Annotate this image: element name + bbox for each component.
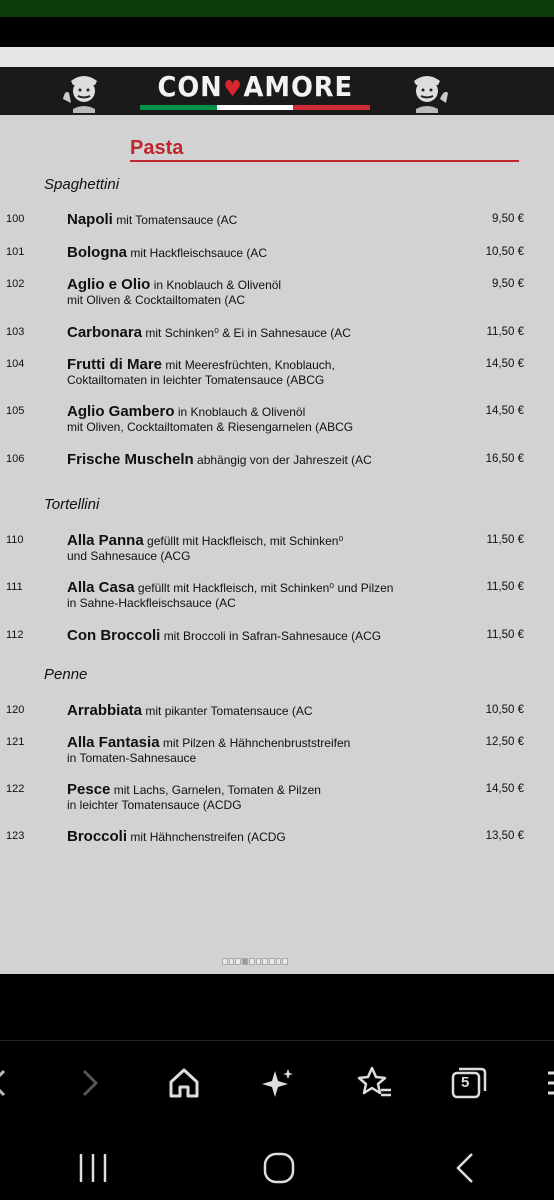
- page-indicator-dot[interactable]: [222, 958, 228, 965]
- item-number: 106: [6, 453, 25, 465]
- item-description: mit Tomatensauce (AC: [116, 213, 238, 227]
- item-number: 123: [6, 830, 25, 842]
- item-price: 14,50 €: [485, 358, 524, 370]
- brand-logo: [140, 71, 370, 109]
- item-price: 10,50 €: [485, 704, 524, 716]
- item-number: 122: [6, 783, 25, 795]
- item-name: Frische Muscheln: [67, 451, 194, 468]
- bookmark-star-icon[interactable]: [354, 1063, 394, 1103]
- forward-icon[interactable]: [70, 1063, 110, 1103]
- system-navigation-bar: [0, 1125, 554, 1200]
- item-price: 14,50 €: [485, 783, 524, 795]
- item-number: 102: [6, 278, 25, 290]
- item-description-2: mit Oliven & Cocktailtomaten (AC: [67, 293, 246, 307]
- item-description: in Knoblauch & Olivenöl: [177, 405, 306, 419]
- item-price: 11,50 €: [486, 581, 524, 593]
- item-name: Bologna: [67, 244, 127, 261]
- item-price: 11,50 €: [486, 534, 524, 546]
- page-indicator-dot[interactable]: [235, 958, 241, 965]
- top-gap: [0, 17, 554, 47]
- page-indicator-dot[interactable]: [262, 958, 268, 965]
- sparkle-icon[interactable]: [258, 1063, 298, 1103]
- item-description: mit Broccoli in Safran-Sahnesauce (ACG: [163, 629, 382, 643]
- home-icon[interactable]: [164, 1063, 204, 1103]
- item-number: 105: [6, 405, 25, 417]
- item-number: 101: [6, 246, 25, 258]
- item-name: Frutti di Mare: [67, 356, 163, 373]
- category-title: Penne: [44, 666, 88, 683]
- menu-page: [0, 115, 554, 974]
- item-name: Alla Fantasia: [67, 734, 160, 751]
- page-indicator-dot[interactable]: [269, 958, 275, 965]
- item-name: Pesce: [67, 781, 111, 798]
- back-icon[interactable]: [0, 1063, 18, 1103]
- page-gap: [0, 47, 554, 67]
- item-description: mit Hähnchenstreifen (ACDG: [130, 830, 286, 844]
- item-number: 104: [6, 358, 25, 370]
- category-title: Tortellini: [44, 496, 100, 513]
- item-description: mit Schinken⁰ & Ei in Sahnesauce (AC: [145, 326, 351, 340]
- page-indicator-dot[interactable]: [242, 958, 248, 965]
- item-number: 111: [6, 581, 23, 593]
- tab-count: 5: [461, 1074, 470, 1091]
- item-description: mit Lachs, Garnelen, Tomaten & Pilzen: [113, 783, 321, 797]
- item-name: Alla Casa: [67, 579, 135, 596]
- item-price: 11,50 €: [486, 629, 524, 641]
- item-name: Napoli: [67, 211, 113, 228]
- italian-flag-stripe: [140, 105, 370, 110]
- page-indicator-dot[interactable]: [276, 958, 282, 965]
- menu-header: [0, 67, 554, 115]
- page-indicator-dot[interactable]: [282, 958, 288, 965]
- item-number: 100: [6, 213, 25, 225]
- item-name: Aglio Gambero: [67, 403, 175, 420]
- item-number: 103: [6, 326, 25, 338]
- item-number: 120: [6, 704, 25, 716]
- item-name: Carbonara: [67, 324, 143, 341]
- item-description-2: in Tomaten-Sahnesauce: [67, 751, 197, 765]
- item-price: 9,50 €: [492, 213, 524, 225]
- item-number: 112: [6, 629, 24, 641]
- page-indicator-dot[interactable]: [256, 958, 262, 965]
- logo-text-con: CON: [157, 70, 223, 103]
- item-name: Alla Panna: [67, 532, 144, 549]
- item-description-2: Coktailtomaten in leichter Tomatensauce (ABCG: [67, 373, 325, 387]
- item-price: 11,50 €: [486, 326, 524, 338]
- category-title: Spaghettini: [44, 176, 120, 193]
- item-price: 13,50 €: [485, 830, 524, 842]
- item-description: mit Meeresfrüchten, Knoblauch,: [165, 358, 335, 372]
- section-divider: [130, 160, 519, 162]
- item-name: Broccoli: [67, 828, 128, 845]
- item-description-2: in leichter Tomatensauce (ACDG: [67, 798, 242, 812]
- item-description-2: und Sahnesauce (ACG: [67, 549, 191, 563]
- chef-logo-icon: [57, 69, 111, 113]
- page-indicator-dot[interactable]: [229, 958, 235, 965]
- item-description-2: mit Oliven, Cocktailtomaten & Riesengarnelen (ABCG: [67, 420, 354, 434]
- item-name: Con Broccoli: [67, 627, 161, 644]
- item-description: gefüllt mit Hackfleisch, mit Schinken⁰ und Pilzen: [137, 581, 394, 595]
- item-description-2: in Sahne-Hackfleischsauce (AC: [67, 596, 236, 610]
- item-number: 110: [6, 534, 24, 546]
- tabs-button[interactable]: [448, 1063, 488, 1103]
- menu-icon[interactable]: [540, 1063, 554, 1103]
- page-indicator-dot[interactable]: [249, 958, 255, 965]
- item-name: Arrabbiata: [67, 702, 143, 719]
- logo-text-amore: AMORE: [243, 70, 353, 103]
- item-description: abhängig von der Jahreszeit (AC: [197, 453, 372, 467]
- item-description: mit Hackfleischsauce (AC: [130, 246, 268, 260]
- item-name: Aglio e Olio: [67, 276, 151, 293]
- section-title: Pasta: [130, 137, 184, 159]
- back-icon[interactable]: [448, 1150, 484, 1186]
- browser-toolbar: [0, 1040, 554, 1126]
- item-number: 121: [6, 736, 25, 748]
- item-description: in Knoblauch & Olivenöl: [153, 278, 282, 292]
- pdf-viewer[interactable]: [0, 47, 554, 974]
- heart-icon: ♥: [223, 77, 243, 102]
- item-description: gefüllt mit Hackfleisch, mit Schinken⁰: [147, 534, 344, 548]
- item-price: 9,50 €: [492, 278, 524, 290]
- recents-icon[interactable]: [75, 1150, 111, 1186]
- chef-logo-icon: [400, 69, 454, 113]
- status-bar: [0, 0, 554, 17]
- item-price: 14,50 €: [485, 405, 524, 417]
- item-price: 16,50 €: [485, 453, 524, 465]
- page-indicator[interactable]: [222, 958, 288, 965]
- item-description: mit pikanter Tomatensauce (AC: [145, 704, 313, 718]
- item-description: mit Pilzen & Hähnchenbruststreifen: [162, 736, 351, 750]
- item-price: 10,50 €: [485, 246, 524, 258]
- item-price: 12,50 €: [485, 736, 524, 748]
- home-icon[interactable]: [261, 1150, 297, 1186]
